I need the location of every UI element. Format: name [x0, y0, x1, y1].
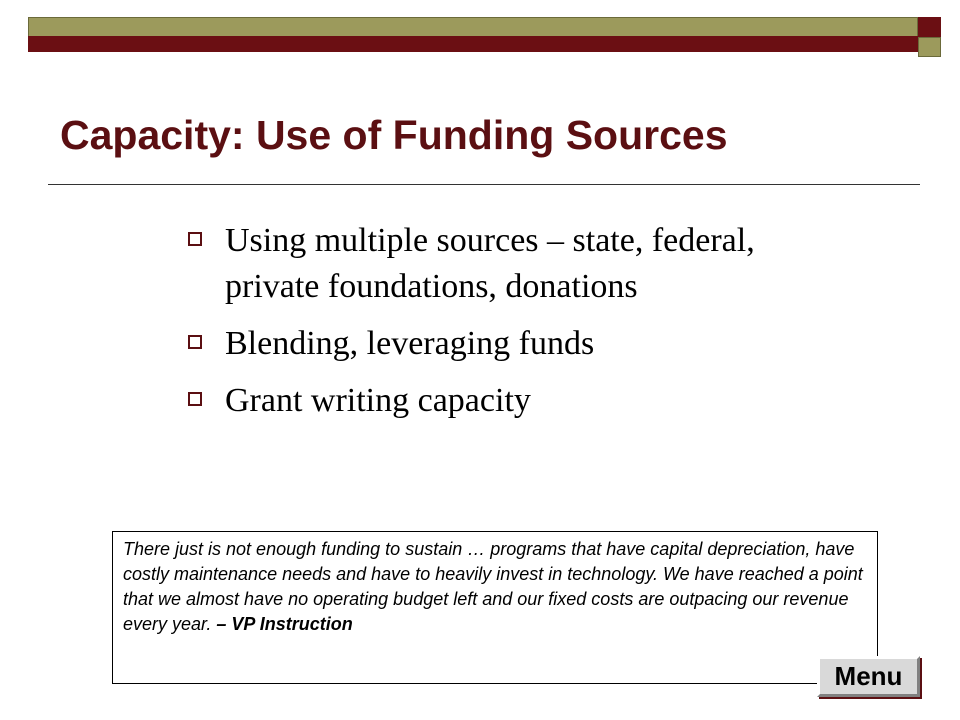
hollow-square-bullet-icon: [188, 335, 202, 349]
hollow-square-bullet-icon: [188, 232, 202, 246]
header-corner-olive-square: [918, 37, 941, 57]
menu-button[interactable]: Menu: [817, 656, 920, 697]
bullet-list: [188, 218, 828, 435]
quote-attribution: – VP Instruction: [216, 614, 353, 634]
header-olive-bar: [28, 17, 918, 37]
slide-title: Capacity: Use of Funding Sources: [60, 112, 728, 158]
bullet-text: Grant writing capacity: [225, 382, 531, 419]
bullet-text: Using multiple sources – state, federal, private foundations, donations: [225, 222, 755, 305]
header-maroon-bar: [28, 36, 918, 52]
bullet-item: [188, 218, 828, 310]
quote-box: [112, 531, 878, 684]
bullet-item: [188, 378, 828, 424]
title-divider: [48, 184, 920, 185]
hollow-square-bullet-icon: [188, 392, 202, 406]
bullet-item: [188, 321, 828, 367]
bullet-text: Blending, leveraging funds: [225, 325, 595, 362]
header-corner-maroon-square: [918, 17, 941, 37]
quote-text: There just is not enough funding to sustain … programs that have capital depreciation, have costly maintenance needs and have to heavily invest in technology. We have reached a point that we almost have no operating budget left and our fixed costs are outpacing our revenue every year.: [123, 539, 863, 634]
